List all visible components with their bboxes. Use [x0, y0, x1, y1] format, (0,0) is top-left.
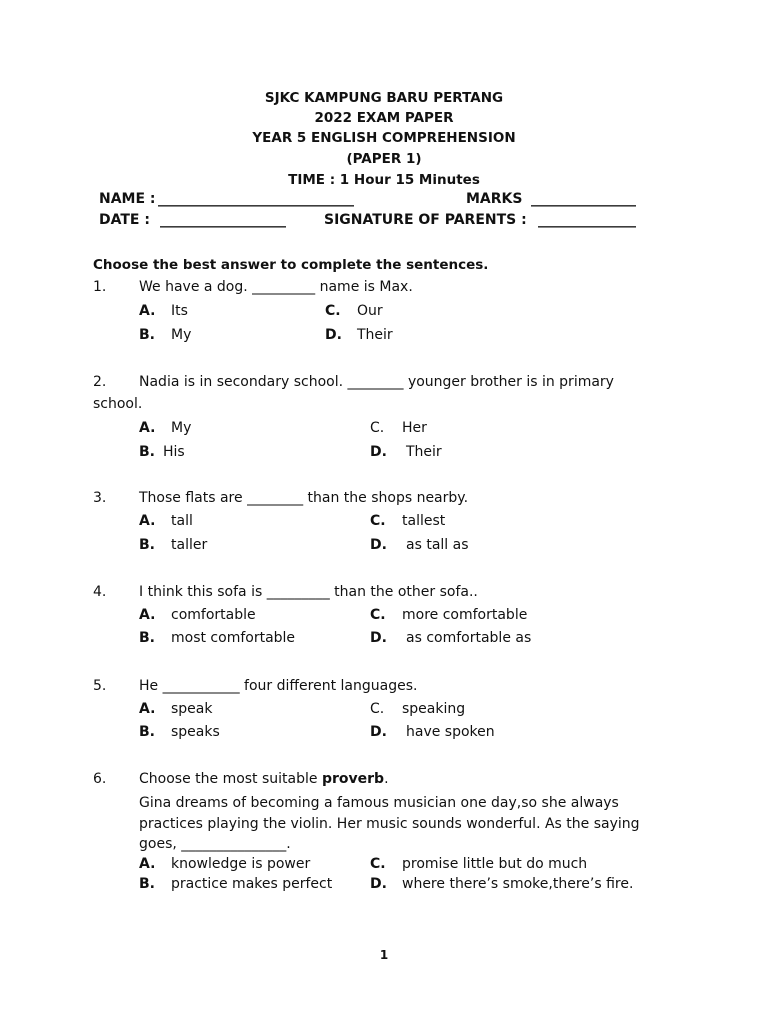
option-b[interactable] — [139, 724, 220, 740]
question-number: 2. — [93, 374, 107, 390]
name-field[interactable]: ____________________________ — [158, 191, 354, 207]
option-c[interactable] — [370, 420, 427, 436]
option-text: promise little but do much — [402, 856, 588, 872]
question-text-continued: school. — [93, 396, 143, 412]
date-label: DATE : — [99, 212, 150, 228]
option-c[interactable] — [370, 513, 445, 529]
instruction: Choose the best answer to complete the sentences. — [93, 257, 489, 273]
option-letter: A. — [139, 303, 156, 319]
option-letter: C. — [370, 607, 386, 623]
option-letter: C. — [370, 856, 386, 872]
option-c[interactable] — [370, 701, 465, 717]
option-letter: B. — [139, 876, 155, 892]
page-number: 1 — [379, 948, 389, 962]
option-text: as comfortable as — [406, 630, 532, 646]
question-text: He ___________ four different languages. — [139, 678, 418, 694]
option-text: Her — [402, 420, 427, 436]
option-text: comfortable — [171, 607, 256, 623]
option-letter: C. — [370, 513, 386, 529]
option-text: speaking — [402, 701, 466, 717]
question-number: 5. — [93, 678, 107, 694]
option-letter: B. — [139, 444, 155, 460]
proverb-keyword: proverb — [321, 771, 385, 787]
option-a[interactable] — [139, 856, 310, 872]
option-text: speak — [171, 701, 213, 717]
passage-line: goes, _______________. — [139, 836, 291, 852]
option-letter: C. — [370, 420, 385, 436]
option-text: tallest — [402, 513, 446, 529]
option-text: tall — [171, 513, 193, 529]
exam-title: 2022 EXAM PAPER — [314, 110, 454, 126]
question-number: 1. — [93, 279, 107, 295]
option-letter: D. — [370, 444, 387, 460]
option-letter: D. — [370, 724, 387, 740]
option-letter: C. — [370, 701, 385, 717]
option-text: speaks — [171, 724, 220, 740]
question-text: Those flats are ________ than the shops nearby. — [139, 490, 469, 506]
option-text: have spoken — [406, 724, 495, 740]
option-d[interactable] — [370, 630, 531, 646]
option-text: Its — [171, 303, 188, 319]
name-label: NAME : — [99, 191, 156, 207]
marks-label: MARKS — [466, 191, 523, 207]
option-b[interactable] — [139, 444, 185, 460]
option-d[interactable] — [370, 876, 633, 892]
option-letter: A. — [139, 701, 156, 717]
option-text: taller — [171, 537, 208, 553]
option-b[interactable] — [139, 876, 332, 892]
question-text: I think this sofa is _________ than the other sofa.. — [139, 584, 478, 600]
question-text: We have a dog. _________ name is Max. — [139, 279, 413, 295]
option-d[interactable] — [370, 444, 442, 460]
option-text: Our — [357, 303, 383, 319]
question-number: 4. — [93, 584, 107, 600]
option-letter: A. — [139, 607, 156, 623]
option-text: Their — [406, 444, 442, 460]
question-text-part: Choose the most suitable — [139, 771, 322, 787]
subject-title: YEAR 5 ENGLISH COMPREHENSION — [252, 130, 516, 146]
option-text: His — [163, 444, 185, 460]
option-letter: A. — [139, 856, 156, 872]
passage-line: Gina dreams of becoming a famous musician one day,so she always — [139, 795, 619, 811]
option-letter: B. — [139, 724, 155, 740]
question-text-part: . — [384, 771, 389, 787]
option-text: knowledge is power — [171, 856, 311, 872]
option-letter: D. — [370, 537, 387, 553]
time-label: TIME : 1 Hour 15 Minutes — [288, 172, 480, 188]
option-text: most comfortable — [171, 630, 296, 646]
question-number: 6. — [93, 771, 107, 787]
school-name: SJKC KAMPUNG BARU PERTANG — [264, 90, 504, 106]
option-a[interactable] — [139, 607, 256, 623]
question-text — [139, 771, 389, 787]
option-text: My — [171, 420, 192, 436]
option-letter: C. — [325, 303, 341, 319]
option-text: more comfortable — [402, 607, 528, 623]
option-letter: D. — [325, 327, 342, 343]
option-text: My — [171, 327, 192, 343]
option-text: where there’s smoke,there’s fire. — [402, 876, 634, 892]
option-c[interactable] — [370, 856, 587, 872]
option-a[interactable] — [139, 303, 188, 319]
option-d[interactable] — [370, 724, 495, 740]
option-letter: B. — [139, 630, 155, 646]
signature-field[interactable]: ______________ — [538, 212, 636, 228]
option-b[interactable] — [139, 630, 295, 646]
option-a[interactable] — [139, 513, 193, 529]
option-letter: A. — [139, 420, 156, 436]
passage-line: practices playing the violin. Her music sounds wonderful. As the saying — [139, 816, 640, 832]
option-letter: D. — [370, 876, 387, 892]
option-text: as tall as — [406, 537, 469, 553]
question-number: 3. — [93, 490, 107, 506]
option-a[interactable] — [139, 701, 212, 717]
option-letter: B. — [139, 537, 155, 553]
date-field[interactable]: __________________ — [160, 212, 286, 228]
option-c[interactable] — [325, 303, 383, 319]
option-b[interactable] — [139, 537, 207, 553]
signature-label: SIGNATURE OF PARENTS : — [324, 212, 527, 228]
question-text: Nadia is in secondary school. ________ younger brother is in primary — [139, 374, 614, 390]
option-text: Their — [357, 327, 393, 343]
option-b[interactable] — [139, 327, 191, 343]
option-letter: A. — [139, 513, 156, 529]
option-d[interactable] — [325, 327, 393, 343]
option-c[interactable] — [370, 607, 527, 623]
marks-field[interactable]: _______________ — [531, 191, 636, 207]
option-d[interactable] — [370, 537, 469, 553]
option-letter: D. — [370, 630, 387, 646]
option-letter: B. — [139, 327, 155, 343]
paper-label: (PAPER 1) — [346, 151, 422, 167]
option-a[interactable] — [139, 420, 191, 436]
option-text: practice makes perfect — [171, 876, 333, 892]
